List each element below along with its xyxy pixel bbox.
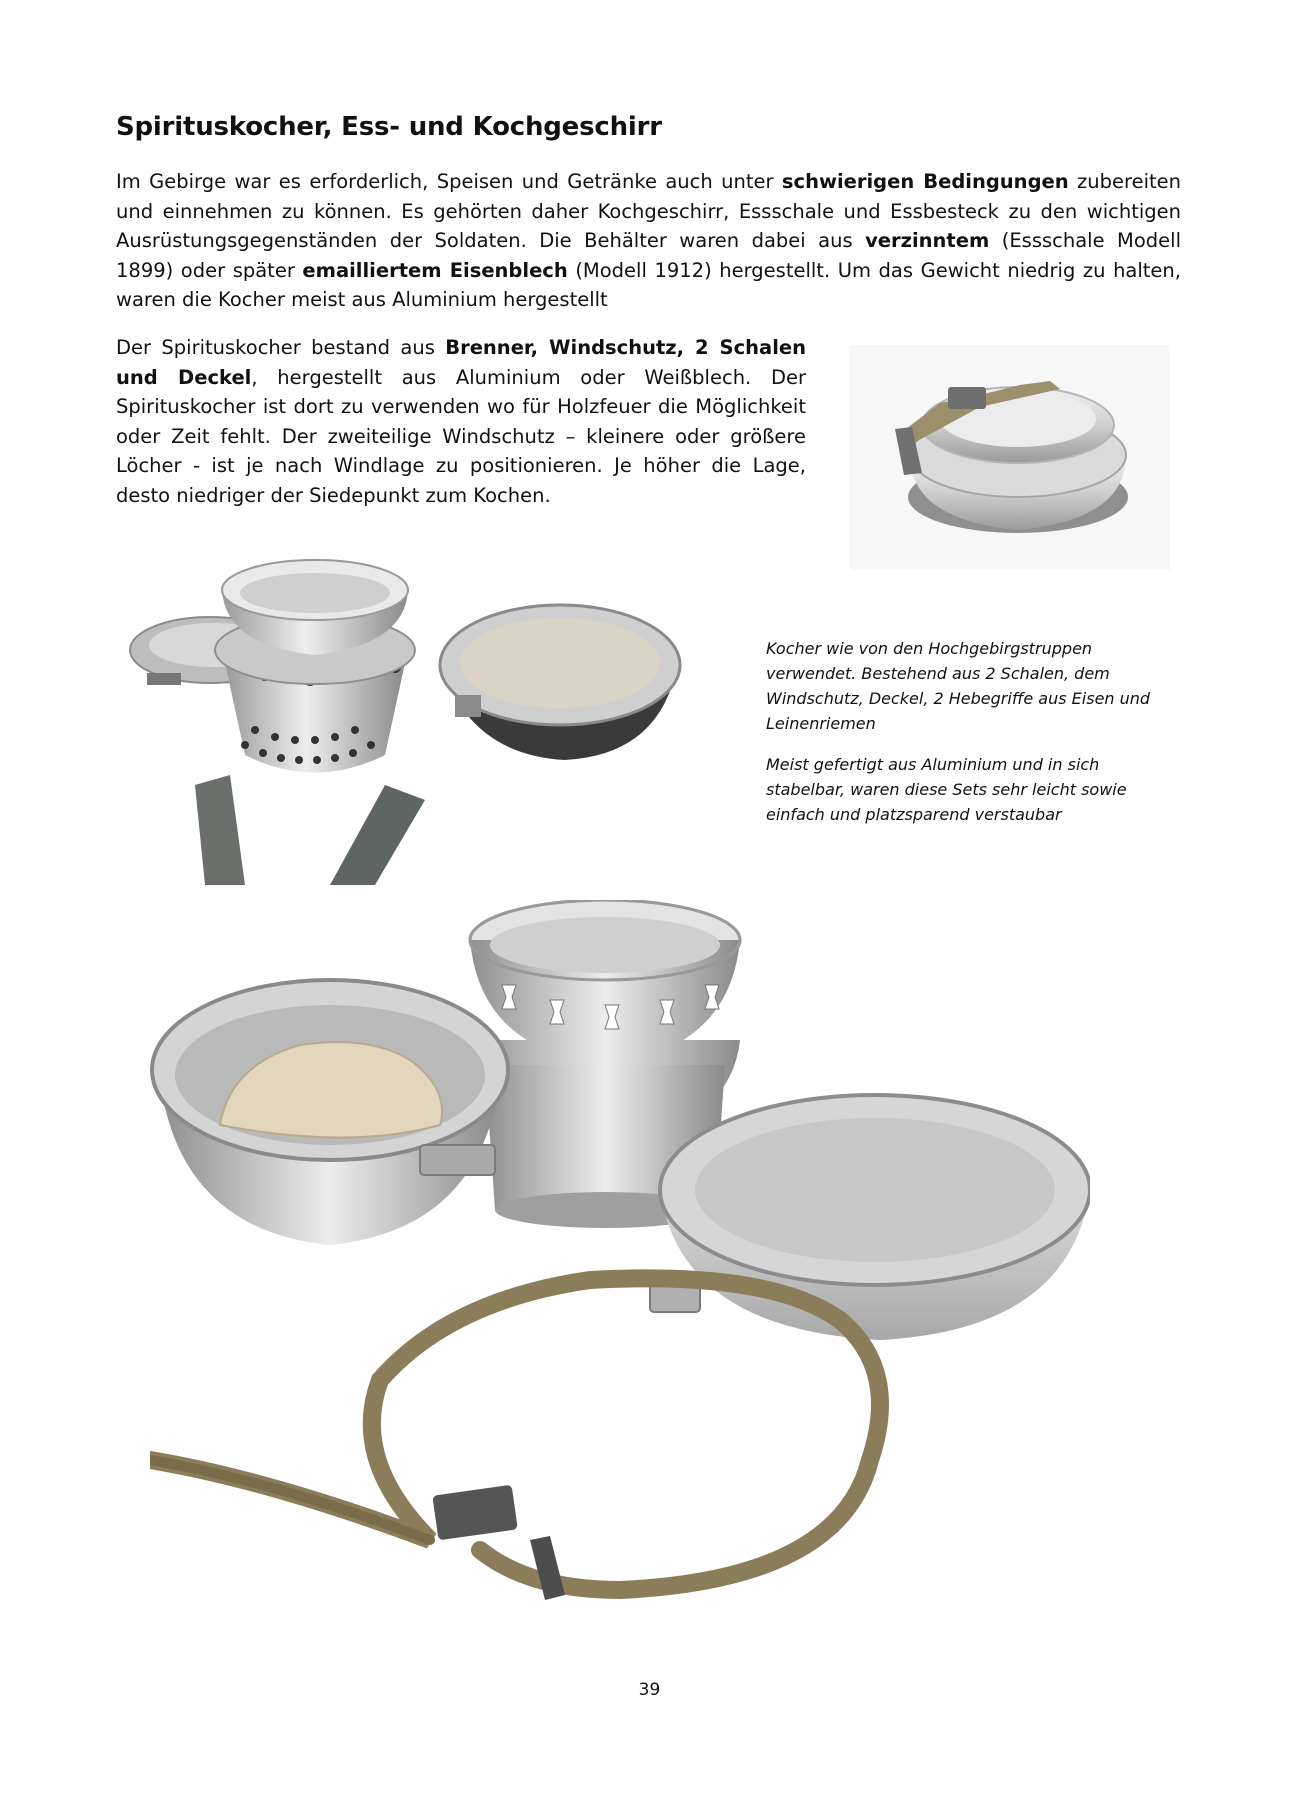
caption-stove-properties: Meist gefertigt aus Aluminium und in sich stabelbar, waren diese Sets sehr leicht sowie einfach und platzsparend verstaubar bbox=[766, 755, 1127, 824]
page-title: Spirituskocher, Ess- und Kochgeschirr bbox=[116, 112, 662, 142]
photo-stove-parts bbox=[125, 555, 735, 885]
caption-stove-description: Kocher wie von den Hochgebirgstruppen verwendet. Bestehend aus 2 Schalen, dem Windschutz, Deckel, 2 Hebegriffe aus Eisen und Leinenriemen bbox=[766, 639, 1151, 733]
stove-paragraph: Der Spirituskocher bestand aus Brenner, Windschutz, 2 Schalen und Deckel, hergestellt aus Aluminium oder Weißblech. Der Spirituskocher ist dort zu verwenden wo für Holzfeuer die Möglichkeit oder Zeit fehlt. Der zweiteilige Windschutz – kleinere oder größere Löcher - ist je nach Windlage zu positionieren. Je höher die Lage, desto niedriger der Siedepunkt zum Kochen. bbox=[116, 336, 807, 507]
page-number: 39 bbox=[638, 1680, 661, 1700]
intro-paragraph: Im Gebirge war es erforderlich, Speisen und Getränke auch unter schwierigen Bedingungen zubereiten und einnehmen zu können. Es gehörten daher Kochgeschirr, Essschale und Essbesteck zu den wichtigen Ausrüstungsgegenständen der Soldaten. Die Behälter waren dabei aus verzinntem (Essschale Modell 1899) oder später emailliertem Eisenblech (Modell 1912) hergestellt. Um das Gewicht niedrig zu halten, waren die Kocher meist aus Aluminium hergestellt bbox=[116, 170, 1182, 311]
photo-mess-kit-set bbox=[150, 900, 1090, 1640]
photo-stove-closed bbox=[850, 345, 1170, 570]
